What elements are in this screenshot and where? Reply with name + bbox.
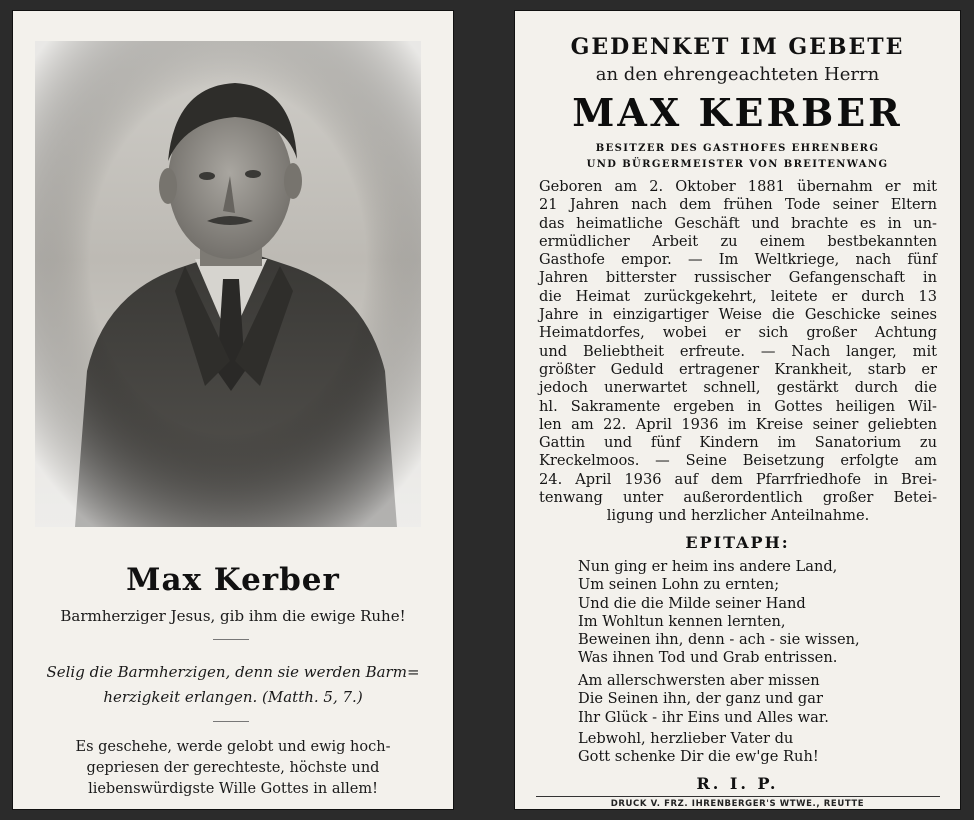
biography-line: Heimatdorfes, wobei er sich großer Achtung	[539, 324, 937, 342]
poem-stanza	[578, 730, 938, 767]
poem-line: Ihr Glück - ihr Eins und Alles war.	[578, 708, 829, 726]
biography-line: Jahren bitterster russischer Gefangenschaft in	[539, 269, 937, 287]
closing-line: gepriesen der gerechteste, höchste und	[86, 760, 380, 776]
prayer-line: Barmherziger Jesus, gib ihm die ewige Ruhe!	[60, 607, 406, 625]
memorial-card-back	[514, 10, 961, 810]
biography-line: Gattin und fünf Kindern im Sanatorium zu	[539, 434, 937, 452]
poem-line: Gott schenke Dir die ew'ge Ruh!	[578, 748, 819, 766]
poem-line: Nun ging er heim ins andere Land,	[578, 558, 838, 575]
portrait-photo	[35, 41, 421, 527]
biography-line: len am 22. April 1936 im Kreise seiner geliebten	[539, 415, 937, 433]
biography-line: ligung und herzlicher Anteilnahme.	[606, 507, 870, 525]
divider	[213, 721, 249, 722]
beatitude-line: herzigkeit erlangen. (Matth. 5, 7.)	[103, 688, 363, 706]
deceased-name: MAX KERBER	[572, 90, 903, 135]
closing-prayer	[30, 737, 436, 800]
biography-line: Jahre in einzigartiger Weise die Geschicke seines	[539, 306, 937, 324]
portrait-illustration	[35, 41, 421, 527]
biography-line: Geboren am 2. Oktober 1881 übernahm er mit	[539, 178, 937, 195]
biography-line: ermüdlicher Arbeit zu einem bestbekannten	[539, 232, 937, 250]
biography-line: Gasthofe empor. — Im Weltkriege, nach fünf	[539, 251, 937, 269]
biography	[539, 178, 937, 526]
role-line: BESITZER DES GASTHOFES EHRENBERG	[595, 143, 880, 154]
card-heading: GEDENKET IM GEBETE	[570, 34, 905, 60]
card-intro: an den ehrengeachteten Herrn	[595, 64, 880, 85]
biography-line: tenwang unter außerordentlich großer Betei-	[539, 489, 937, 507]
divider	[536, 796, 940, 797]
poem-line: Was ihnen Tod und Grab entrissen.	[578, 649, 838, 667]
poem-stanza	[578, 672, 938, 727]
beatitude-line: Selig die Barmherzigen, denn sie werden Barm=	[46, 663, 420, 681]
biography-line: 21 Jahren nach dem frühen Tode seiner Eltern	[539, 196, 937, 214]
biography-line: hl. Sakramente ergeben in Gottes heiligen Wil-	[539, 397, 937, 415]
divider	[213, 639, 249, 640]
poem-line: Beweinen ihn, denn - ach - sie wissen,	[578, 631, 860, 649]
epitaph-title: EPITAPH:	[685, 533, 790, 552]
beatitude-quote	[30, 660, 436, 710]
deceased-name-title: Max Kerber	[126, 562, 340, 598]
poem-line: Im Wohltun kennen lernten,	[578, 612, 786, 630]
rip-text: R. I. P.	[696, 774, 779, 793]
poem-line: Und die die Milde seiner Hand	[578, 594, 806, 612]
biography-line: Kreckelmoos. — Seine Beisetzung erfolgte am	[539, 452, 937, 470]
biography-line: 24. April 1936 auf dem Pfarrfriedhofe in Brei-	[539, 470, 937, 488]
biography-line: größter Geduld ertragener Krankheit, starb er	[539, 360, 937, 378]
closing-line: liebenswürdigste Wille Gottes in allem!	[88, 781, 378, 797]
role-line: UND BÜRGERMEISTER VON BREITENWANG	[586, 159, 889, 170]
printer-credit: DRUCK V. FRZ. IHRENBERGER'S WTWE., REUTTE	[610, 799, 865, 809]
memorial-card-front	[12, 10, 454, 810]
biography-line: und Beliebtheit erfreute. — Nach langer, mit	[539, 342, 937, 360]
poem-stanza	[578, 558, 938, 668]
poem-line: Die Seinen ihn, der ganz und gar	[578, 690, 823, 708]
poem-line: Am allerschwersten aber missen	[578, 672, 820, 689]
poem-line: Lebwohl, herzlieber Vater du	[578, 730, 794, 747]
closing-line: Es geschehe, werde gelobt und ewig hoch-	[75, 739, 391, 755]
biography-line: das heimatliche Geschäft und brachte es in un-	[539, 214, 937, 232]
biography-line: die Heimat zurückgekehrt, leitete er durch 13	[539, 287, 937, 305]
biography-line: jedoch unerwartet schnell, gestärkt durch die	[539, 379, 937, 397]
poem-line: Um seinen Lohn zu ernten;	[578, 576, 780, 594]
